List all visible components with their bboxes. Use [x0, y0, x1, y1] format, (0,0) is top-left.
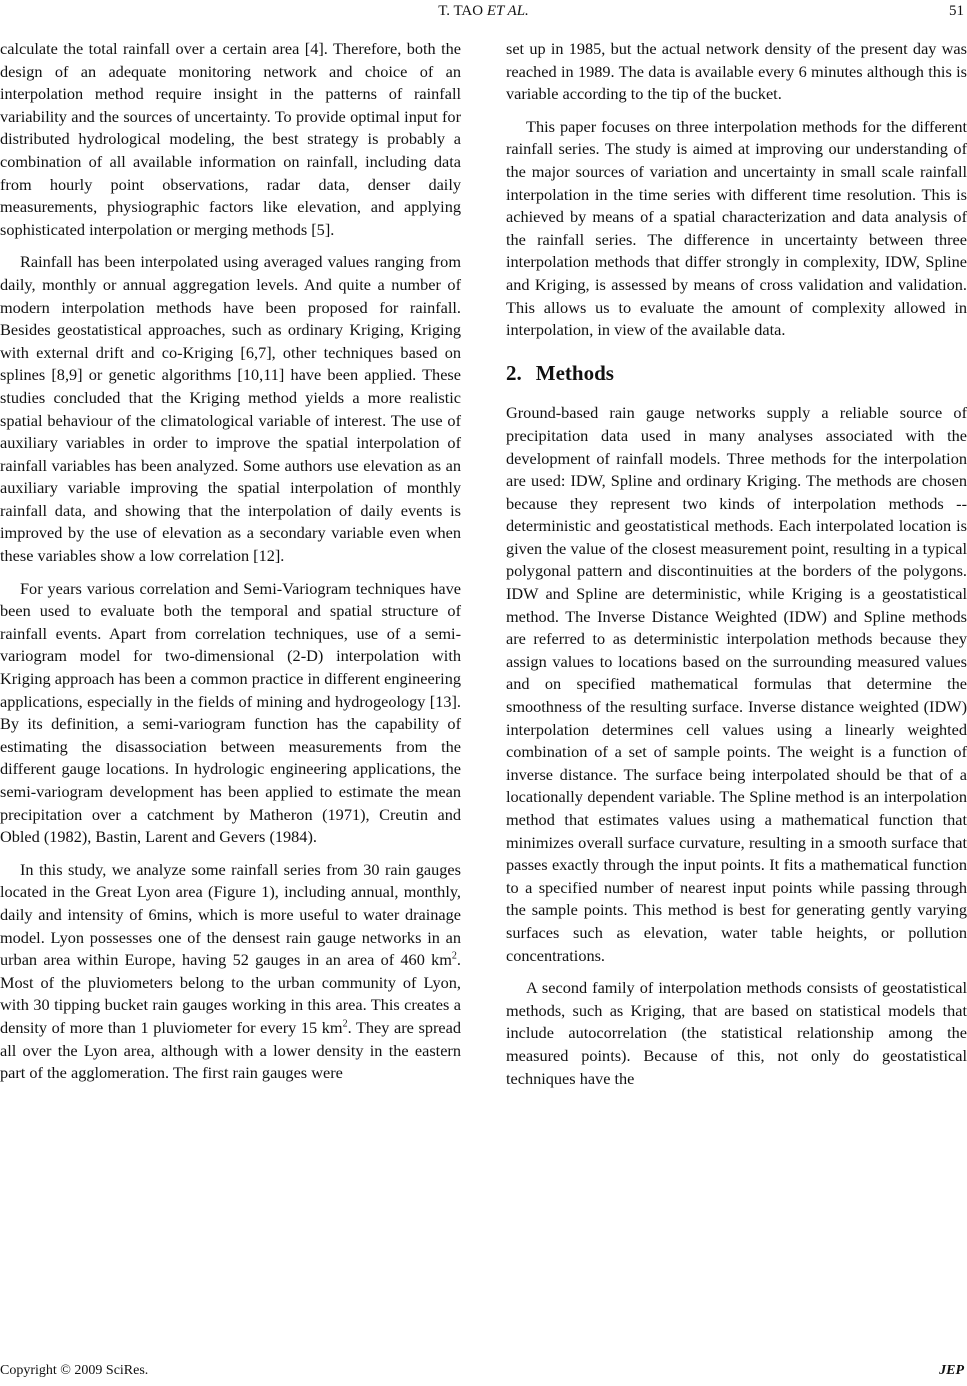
text-span: . They are spread all over the Lyon area, although with a lower density in the eastern part of the agglomeration. The first rain gauges were [0, 1017, 461, 1083]
superscript: 2 [451, 950, 457, 962]
paragraph: For years various correlation and Semi-Variogram techniques have been used to evaluate both the temporal and spatial structure of rainfall events. Apart from correlation techniques, use of a semi-variogram model for two-dimensional (2-D) interpolation with Kriging approach has been a common practice in different engineering applications, especially in the fields of mining and hydrogeology [13]. By its definition, a semi-variogram function has the capability of estimating the disassociation between measurements from the different gauge locations. In hydrologic engineering applications, the semi-variogram development has been applied to estimate the mean precipitation over a catchment by Matheron (1971), Creutin and Obled (1982), Bastin, Larent and Gevers (1984). [0, 578, 461, 847]
paragraph: calculate the total rainfall over a certain area [4]. Therefore, both the design of an adequate monitoring network and choice of an interpolation method require insight in the patterns of rainfall variability and the sources of uncertainty. To provide optimal input for distributed hydrological modeling, the best strategy is probably a combination of all available information on rainfall, including data from hourly point observations, radar data, denser daily measurements, physiographic factors like elevation, and applying sophisticated interpolation or merging methods [5]. [0, 39, 461, 239]
paragraph: Ground-based rain gauge networks supply a reliable source of precipitation data used in many analyses associated with the development of rainfall models. Three methods for the interpolation are used: IDW, Spline and ordinary Kriging. The methods are chosen because they represent two kinds of interpolation methods -- deterministic and geostatistical methods. Each interpolated location is given the value of the closest measurement point, resulting in a typical polygonal pattern and discontinuities at the borders of the polygons. IDW and Spline are deterministic, while Kriging is a geostatistical method. The Inverse Distance Weighted (IDW) and Spline methods are referred to as deterministic interpolation methods because they assign values to locations based on the surrounding measured values and on specified mathematical formulas that determine the smoothness of the resulting surface. Inverse distance weighted (IDW) interpolation determines cell values using a linearly weighted combination of a set of sample points. The weight is a function of inverse distance. The surface being interpolated should be that of a locationally dependent variable. The Spline method is an interpolation method that estimates values using a mathematical function that minimizes overall surface curvature, resulting in a smooth surface that passes exactly through the input points. It fits a mathematical function to a specified number of nearest input points while passing through the sample points. This method is best for generating gently varying surfaces such as elevation, water table heights, or pollution concentrations. [506, 403, 967, 965]
running-head-author: T. TAO [438, 3, 484, 19]
journal-abbreviation: JEP [939, 1363, 964, 1378]
page-header [0, 0, 967, 26]
paragraph: A second family of interpolation methods consists of geostatistical methods, such as Kriging, that are based on statistical models that include autocorrelation (the statistical relationship among the measured points). Because of this, not only do geostatistical techniques have the [506, 978, 967, 1088]
text-span: . Most of the pluviometers belong to the urban community of Lyon, with 30 tipping bucket rain gauges working in this area. This creates a density of more than 1 pluviometer for every 15 km [0, 950, 461, 1037]
running-head-etal: ET AL. [486, 3, 529, 19]
paragraph: set up in 1985, but the actual network density of the present day was reached in 1989. The data is available every 6 minutes although this is variable according to the tip of the bucket. [506, 39, 967, 104]
running-head [0, 3, 967, 20]
paragraph: This paper focuses on three interpolation methods for the different rainfall series. The study is aimed at improving our understanding of the major sources of variation and uncertainty in small scale rainfall interpolation in the time series with different time resolution. This is achieved by means of a spatial characterization and data analysis of the rainfall series. The difference in uncertainty between three interpolation methods that differ strongly in complexity, IDW, Spline and Kriging, is assessed by means of cross validation and validation. This allows us to evaluate the amount of complexity allowed in interpolation, in view of the available data. [506, 116, 967, 340]
left-column [0, 38, 461, 1085]
paragraph: Rainfall has been interpolated using averaged values ranging from daily, monthly or annual aggregation levels. And quite a number of modern interpolation methods have been proposed for rainfall. Besides geostatistical approaches, such as ordinary Kriging, Kriging with external drift and co-Kriging [6,7], other techniques based on splines [8,9] or genetic algorithms [10,11] have been applied. These studies concluded that the Kriging method yields a more realistic spatial behaviour of the climatological variable of interest. The use of auxiliary variables in order to improve the spatial interpolation of rainfall variables has been analyzed. Some authors use elevation as an auxiliary variable improving the spatial interpolation of monthly rainfall data, and showing that the interpolation of daily events is improved by the use of elevation as a secondary variable even when these variables show a low correlation [12]. [0, 252, 461, 566]
section-heading [506, 362, 967, 385]
copyright-notice: Copyright © 2009 SciRes. [0, 1363, 149, 1378]
superscript: 2 [342, 1018, 348, 1030]
page-footer [0, 1361, 967, 1385]
section-number: 2. [506, 360, 522, 385]
section-title: Methods [535, 360, 614, 385]
page-number: 51 [949, 3, 964, 19]
right-column [506, 38, 967, 1090]
text-span: In this study, we analyze some rainfall series from 30 rain gauges located in the Great Lyon area (Figure 1), including annual, monthly, daily and intensity of 6mins, which is more useful to water drainage model. Lyon possesses one of the densest rain gauge networks in an urban area within Europe, having 52 gauges in an area of 460 km [0, 859, 461, 970]
paragraph [0, 859, 461, 1085]
